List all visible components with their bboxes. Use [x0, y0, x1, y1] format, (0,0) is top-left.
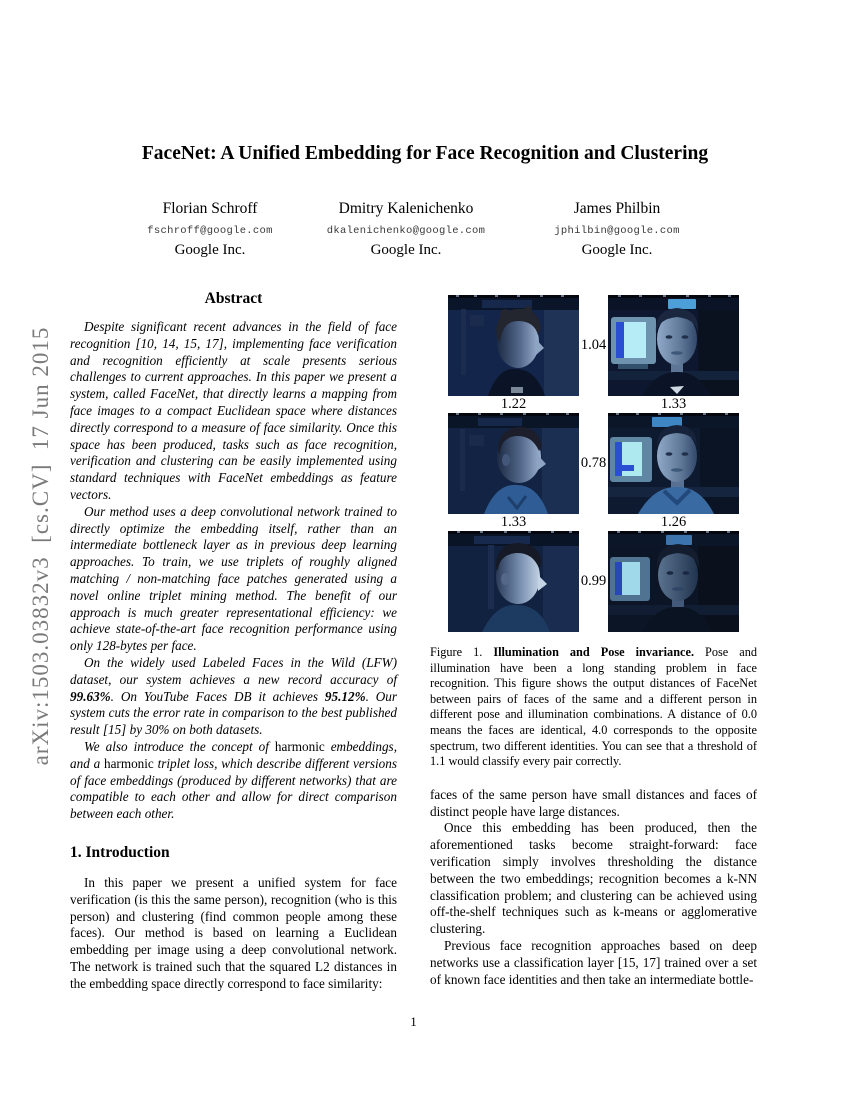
body-paragraph-2: Once this embedding has been produced, then the aforementioned tasks become straight-forward: face verification simply involves thresholding the distance between the two embeddings; recognition becomes a k-NN classification problem; and clustering can be achieved using off-the-shelf techniques such as k-means or agglomerative clustering. — [430, 820, 757, 937]
pair-distance-row3: 0.99 — [580, 573, 607, 590]
intro-paragraph-1: In this paper we present a unified system for face verification (is this the same person), recognition (who is this person) and clustering (find common people among these faces). Our method is based on learning a Euclidean embedding per image using a deep convolutional network. The network is trained such that the squared L2 distances in the embedding space directly correspond to face similarity: — [70, 874, 397, 991]
abstract-paragraph-1: Despite significant recent advances in the field of face recognition [10, 14, 15, 17], implementing face verification and recognition efficiently at scale presents serious challenges to current approaches. In this paper we present a system, called FaceNet, that directly learns a mapping from face images to a compact Euclidean space where distances directly correspond to a measure of face similarity. Once this space has been produced, tasks such as face recognition, verification and clustering can be easily implemented using standard techniques with FaceNet embeddings as feature vectors. — [70, 319, 397, 502]
figure-1-caption: Figure 1. Illumination and Pose invariance. Pose and illumination have been a long standing problem in face recognition. This figure shows the output distances of FaceNet between pairs of faces of the same and a different person in different pose and illumination combinations. A distance of 0.0 means the faces are identical, 4.0 corresponds to the opposite spectrum, two different identities. You can see that a threshold of 1.1 would classify every pair correctly. — [430, 645, 757, 769]
arxiv-watermark: arXiv:1503.03832v3 [cs.CV] 17 Jun 2015 — [28, 326, 53, 766]
paper-title: FaceNet: A Unified Embedding for Face Recognition and Clustering — [141, 143, 709, 164]
figure-1 — [430, 295, 757, 770]
figure-row-3 — [448, 531, 757, 632]
face-photo-row3-right — [608, 531, 739, 632]
body-paragraph-1: faces of the same person have small distances and faces of distinct people have large distances. — [430, 786, 757, 819]
author-affiliation: Google Inc. — [370, 242, 442, 258]
distance-label: 1.33 — [500, 514, 527, 530]
face-photo-row1-left — [448, 295, 579, 396]
author-email: jphilbin@google.com — [554, 225, 680, 237]
page-number: 1 — [410, 1014, 417, 1029]
face-photo-row2-right — [608, 413, 739, 514]
author-email: dkalenichenko@google.com — [326, 225, 486, 237]
author-name: James Philbin — [573, 200, 661, 217]
figure-row-1 — [448, 295, 757, 396]
author-block-3 — [554, 200, 679, 259]
body-paragraph-3: Previous face recognition approaches based on deep networks use a classification layer [15, 17] trained over a set of known face identities and then take an intermediate bottle- — [430, 937, 757, 987]
right-column — [430, 290, 757, 988]
pair-distance-row1: 1.04 — [580, 337, 607, 354]
face-photo-row3-left — [448, 531, 579, 632]
author-name: Florian Schroff — [162, 200, 258, 217]
author-affiliation: Google Inc. — [174, 242, 246, 258]
figure-row-1-labels — [448, 396, 757, 413]
author-block-1 — [147, 200, 272, 259]
distance-label: 1.33 — [660, 396, 687, 412]
author-affiliation: Google Inc. — [581, 242, 653, 258]
author-name: Dmitry Kalenichenko — [338, 200, 474, 217]
section-heading-introduction: 1. Introduction — [70, 843, 170, 861]
abstract-heading: Abstract — [204, 290, 263, 307]
left-column — [70, 290, 397, 992]
abstract-paragraph-2: Our method uses a deep convolutional network trained to directly optimize the embedding itself, rather than an intermediate bottleneck layer as in previous deep learning approaches. To train, we use triplets of roughly aligned matching / non-matching face patches generated using a novel online triplet mining method. The benefit of our approach is much greater representational efficiency: we achieve state-of-the-art face recognition performance using only 128-bytes per face. — [70, 503, 397, 654]
author-email: fschroff@google.com — [147, 225, 273, 237]
face-photo-row1-right — [608, 295, 739, 396]
face-photo-row2-left — [448, 413, 579, 514]
author-block-2 — [327, 200, 485, 259]
pair-distance-row2: 0.78 — [580, 455, 607, 472]
abstract-paragraph-3: On the widely used Labeled Faces in the Wild (LFW) dataset, our system achieves a new record accuracy of 99.63%. On YouTube Faces DB it achieves 95.12%. Our system cuts the error rate in comparison to the best published result [15] by 30% on both datasets. — [70, 654, 397, 738]
figure-row-2 — [448, 413, 757, 514]
distance-label: 1.22 — [500, 396, 527, 412]
distance-label: 1.26 — [660, 514, 687, 530]
figure-row-2-labels — [448, 514, 757, 531]
abstract-paragraph-4: We also introduce the concept of harmonic embeddings, and a harmonic triplet loss, which describe different versions of face embeddings (produced by different networks) that are compatible to each other and allow for direct comparison between each other. — [70, 738, 397, 822]
